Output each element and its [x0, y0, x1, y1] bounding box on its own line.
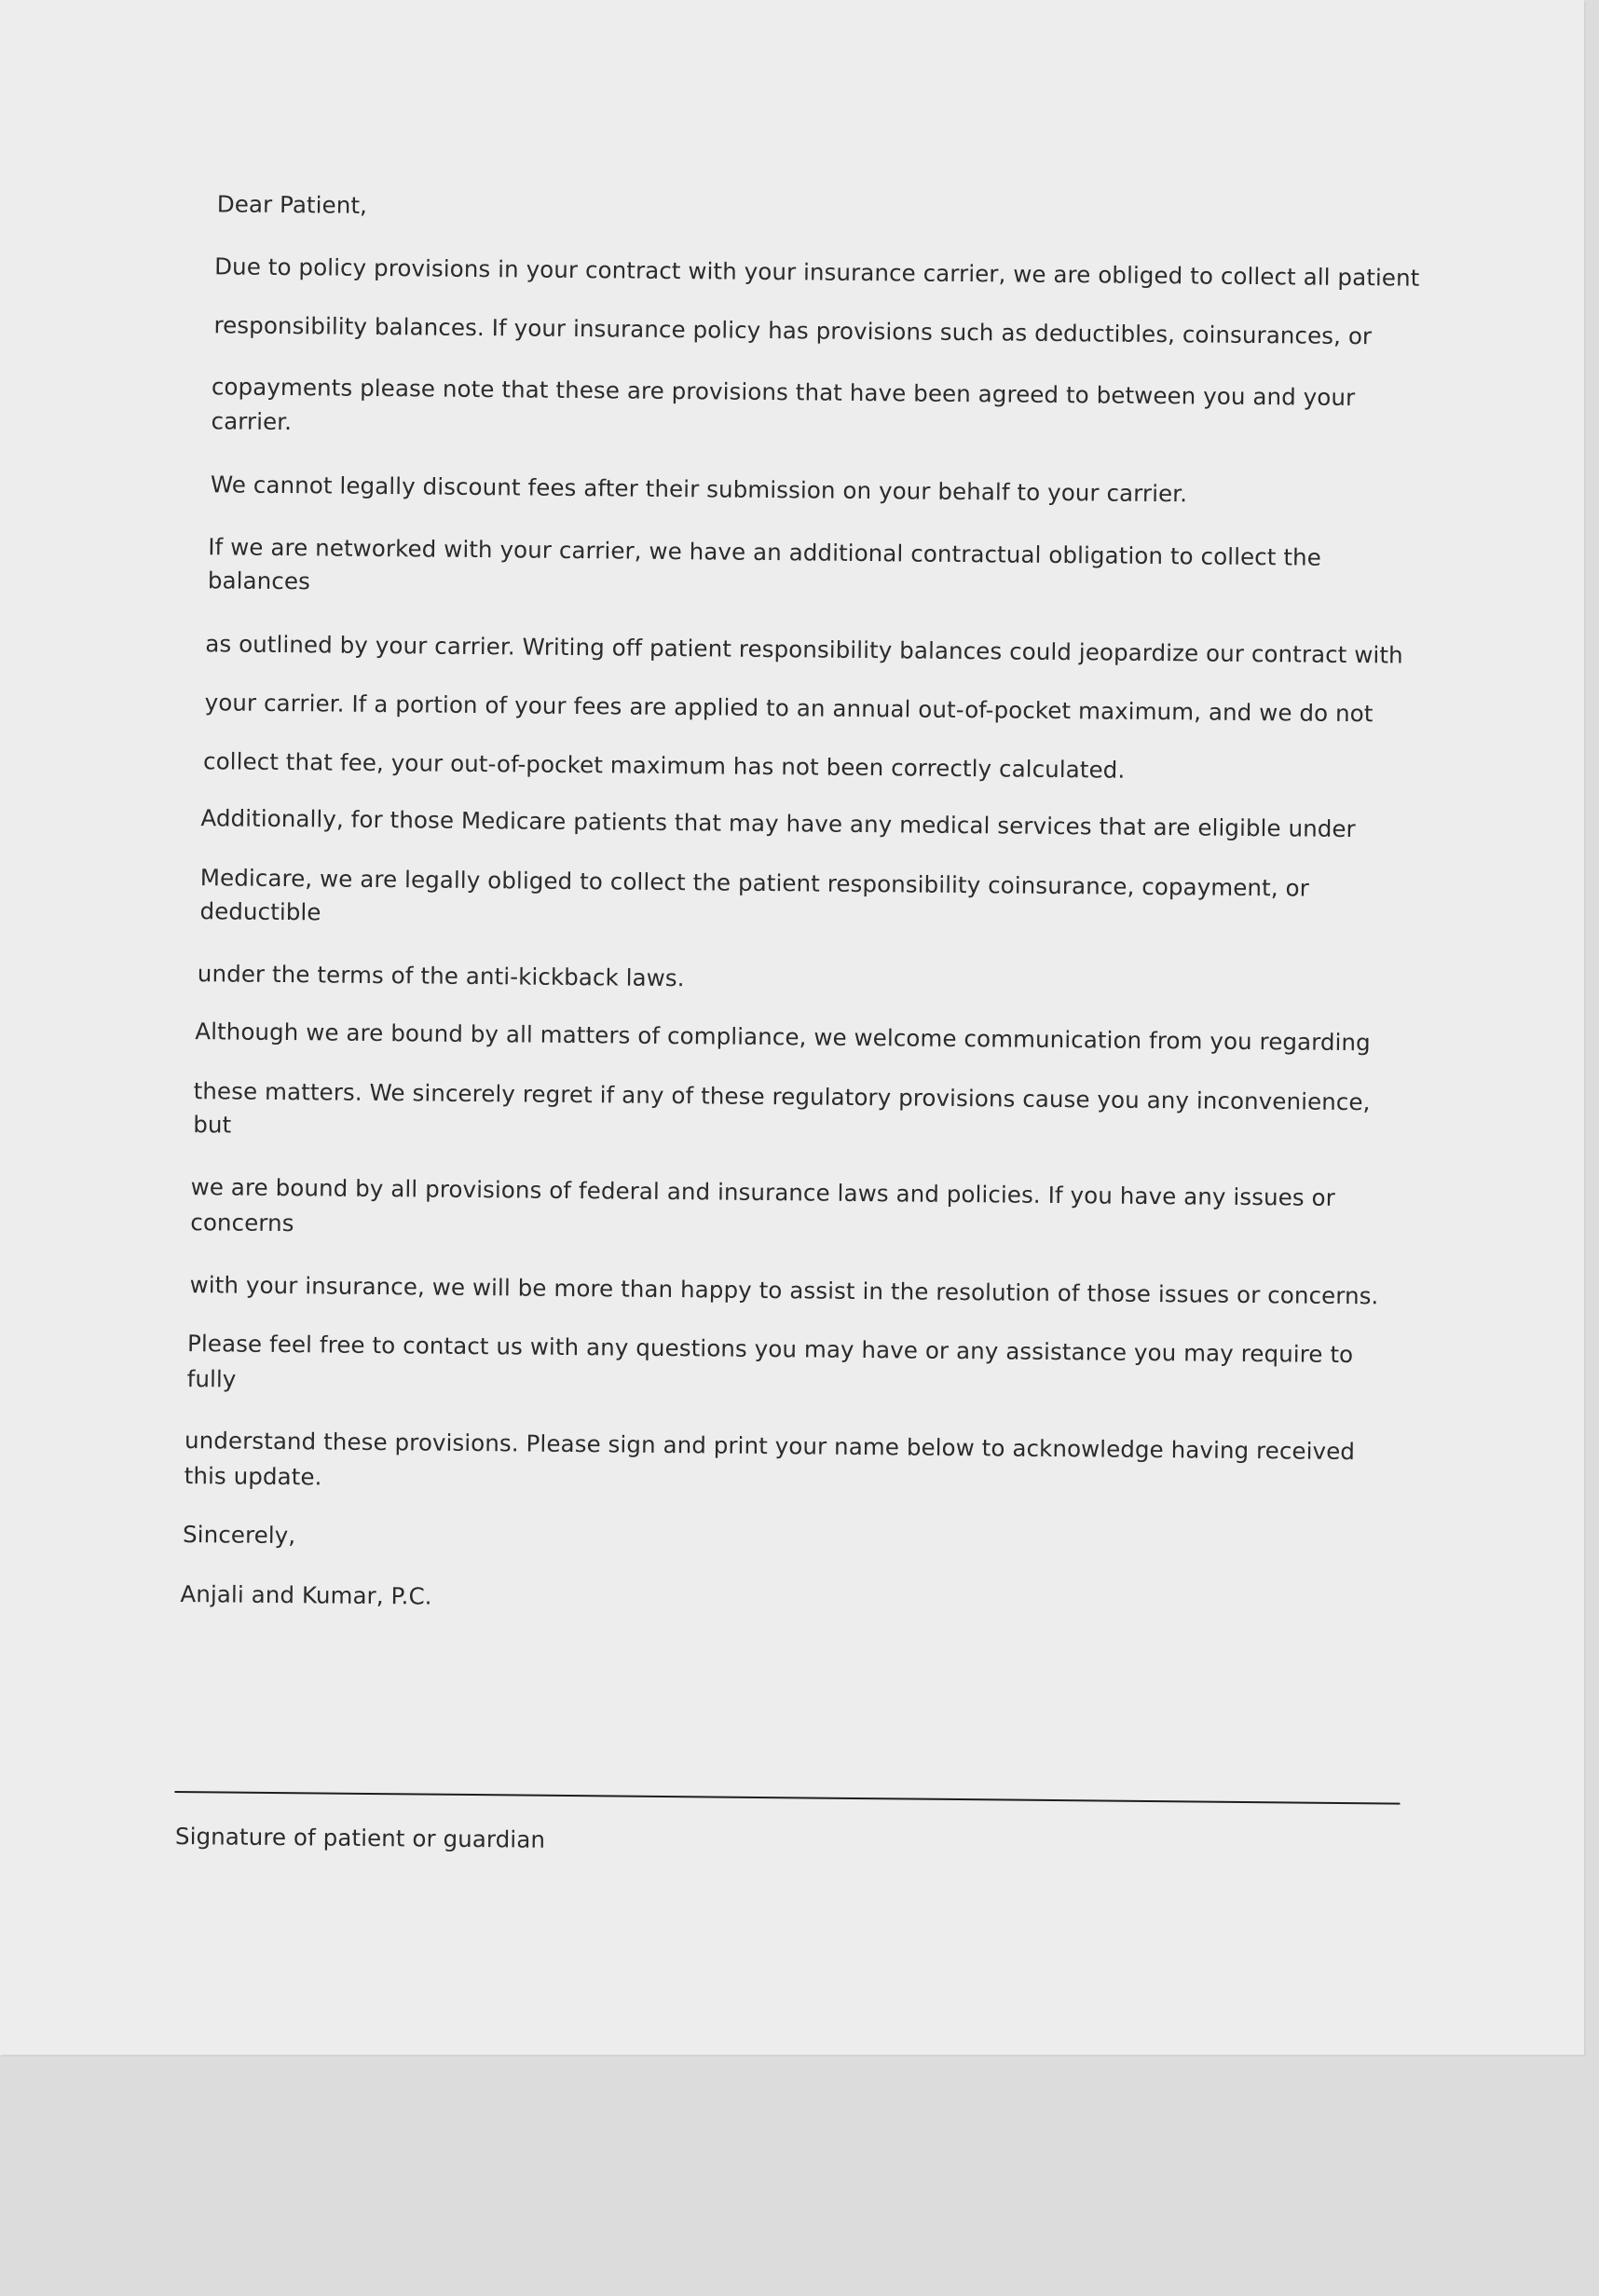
letter-line: these matters. We sincerely regret if any of these regulatory provisions cause you any inconvenience,: [193, 1077, 1371, 1116]
closing: Sincerely,: [182, 1521, 296, 1550]
letter-line: under the terms of the anti-kickback laws.: [197, 960, 685, 992]
letter-line: fully: [186, 1365, 237, 1393]
sender-name: Anjali and Kumar, P.C.: [180, 1580, 432, 1610]
letter-line: understand these provisions. Please sign and print your name below to acknowledge having received: [184, 1427, 1356, 1466]
letter-line: We cannot legally discount fees after their submission on your behalf to your carrier.: [210, 471, 1188, 508]
letter-line: deductible: [199, 897, 321, 926]
letter-line: Additionally, for those Medicare patients that may have any medical services that are eligible under: [200, 804, 1356, 843]
salutation: Dear Patient,: [216, 190, 368, 219]
letter-line: collect that fee, your out-of-pocket maximum has not been correctly calculated.: [202, 747, 1126, 784]
signature-line: [174, 1791, 1400, 1805]
letter-line: this update.: [184, 1462, 322, 1491]
letter-line: your carrier. If a portion of your fees are applied to an annual out-of-pocket maximum, and we do not: [204, 689, 1374, 728]
letter-line: Please feel free to contact us with any questions you may have or any assistance you may require to: [186, 1330, 1354, 1369]
signature-caption: Signature of patient or guardian: [174, 1822, 546, 1853]
letter-line: carrier.: [211, 407, 293, 436]
letter-line: with your insurance, we will be more than happy to assist in the resolution of those issues or concerns.: [189, 1271, 1379, 1310]
letter-line: Although we are bound by all matters of compliance, we welcome communication from you regarding: [195, 1018, 1371, 1057]
letter-line: but: [193, 1111, 232, 1139]
letter-line: Medicare, we are legally obliged to collect the patient responsibility coinsurance, copayment, or: [199, 864, 1309, 902]
letter-line: Due to policy provisions in your contract with your insurance carrier, we are obliged to collect all patient: [214, 253, 1420, 292]
letter-line: If we are networked with your carrier, we have an additional contractual obligation to collect the: [208, 533, 1322, 571]
letter-line: as outlined by your carrier. Writing off patient responsibility balances could jeopardize our contract with: [205, 630, 1403, 669]
letter-line: copayments please note that these are provisions that have been agreed to between you and your: [211, 373, 1356, 412]
letter-line: responsibility balances. If your insurance policy has provisions such as deductibles, coinsurances, or: [213, 311, 1373, 350]
letter-line: we are bound by all provisions of federal and insurance laws and policies. If you have any issues or: [190, 1173, 1336, 1211]
letter-line: balances: [207, 567, 311, 595]
letter-line: concerns: [190, 1209, 294, 1237]
